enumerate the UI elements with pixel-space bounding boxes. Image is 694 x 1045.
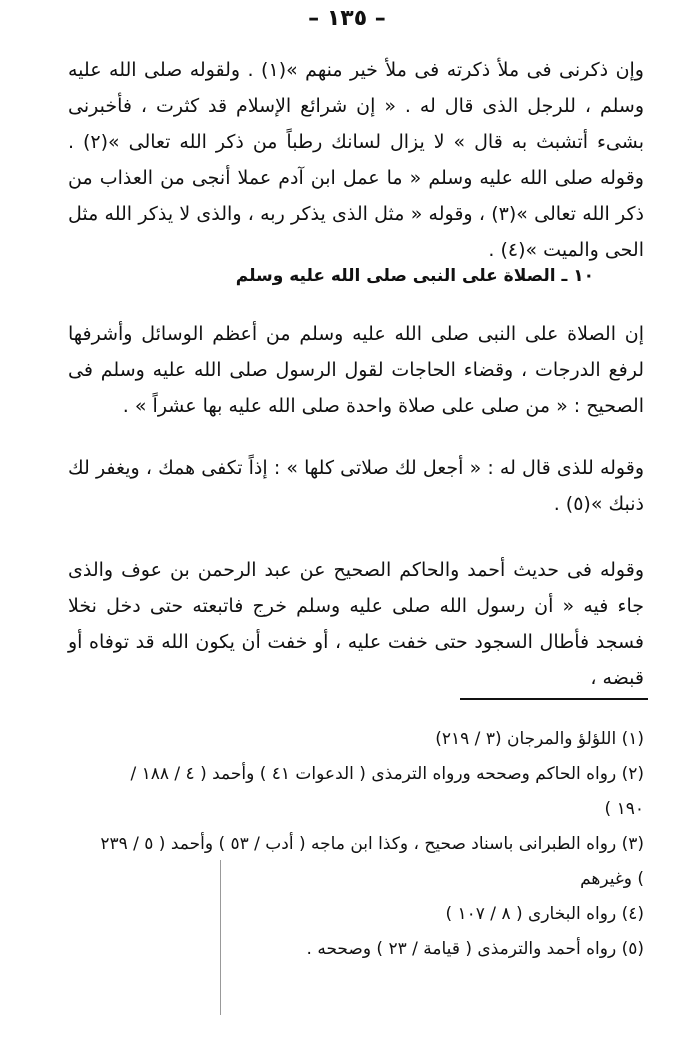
paragraph-text: وإن ذكرنى فى ملأ ذكرته فى ملأ خير منهم »(١) . ولقوله صلى الله عليه وسلم ، للرجل الذى قال له . « إن شرائع الإسلام قد كثرت ، فأخبرنى بشىء أتشبث به قال » لا يزال لسانك رطباً من ذكر الله تعالى »(٢) . وقوله صلى الله عليه وسلم « ما عمل ابن آدم عملا أنجى من العذاب من ذكر الله تعالى »(٣) ، وقوله « مثل الذى يذكر ربه ، والذى لا يذكر الله مثل الحى والميت »(٤) . — [68, 59, 645, 261]
paragraph-text: إن الصلاة على النبى صلى الله عليه وسلم من أعظم الوسائل وأشرفها لرفع الدرجات ، وقضاء الحاجات لقول الرسول صلى الله عليه وسلم فى الصحيح : « من صلى على صلاة واحدة صلى الله عليه بها عشراً » . — [68, 323, 644, 417]
body-paragraph-3 — [68, 450, 644, 522]
footnote-item: (٢) رواه الحاكم وصححه ورواه الترمذى ( الدعوات ٤١ ) وأحمد ( ٤ / ١٨٨ / ١٩٠ ) — [130, 764, 644, 819]
section-heading: ١٠ ـ الصلاة على النبى صلى الله عليه وسلم — [235, 266, 594, 286]
paragraph-text: وقوله فى حديث أحمد والحاكم الصحيح عن عبد الرحمن بن عوف والذى جاء فيه « أن رسول الله صلى عليه وسلم خرج فاتبعته حتى دخل نخلا فسجد فأطال السجود حتى خفت عليه ، أو خفت أن يكون الله قد توفاه أو قبضه ، — [68, 559, 644, 689]
body-paragraph-4 — [68, 552, 644, 696]
footnote-item: (٤) رواه البخارى ( ٨ / ١٠٧ ) — [445, 904, 644, 924]
body-paragraph-1 — [68, 52, 644, 268]
scan-margin-line — [220, 860, 221, 1015]
footnote-item: (١) اللؤلؤ والمرجان (٣ / ٢١٩) — [435, 729, 644, 749]
footnote-item: (٥) رواه أحمد والترمذى ( قيامة / ٢٣ ) وصححه . — [306, 939, 644, 959]
footnote-divider — [460, 698, 648, 700]
body-paragraph-2 — [68, 316, 644, 424]
footnotes — [100, 722, 644, 967]
footnote-item: (٣) رواه الطبرانى باسناد صحيح ، وكذا ابن ماجه ( أدب / ٥٣ ) وأحمد ( ٥ / ٢٣٩ ) وغيرهم — [100, 834, 644, 889]
page-number: – ١٣٥ – — [308, 6, 386, 31]
paragraph-text: وقوله للذى قال له : « أجعل لك صلاتى كلها » : إذاً تكفى همك ، ويغفر لك ذنبك »(٥) . — [68, 457, 644, 515]
